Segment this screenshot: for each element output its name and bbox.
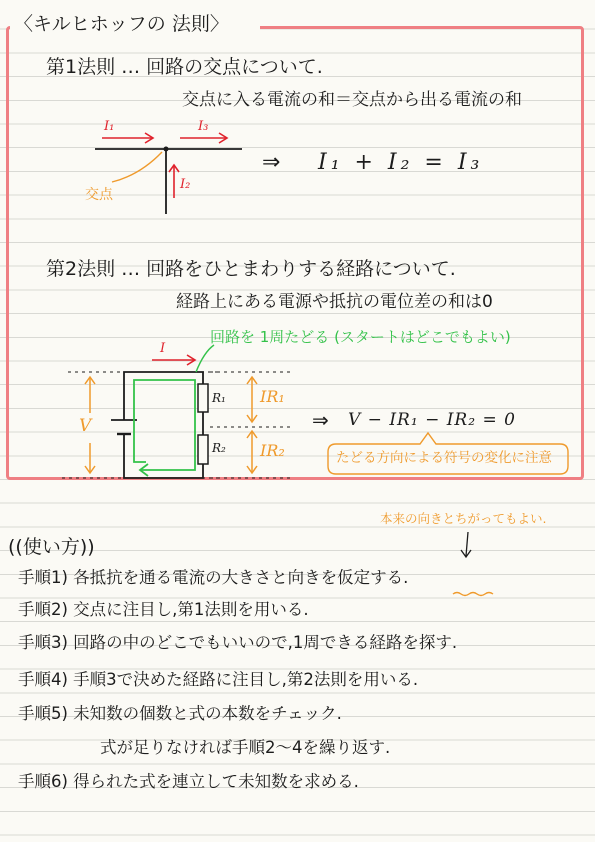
label-ir2: IR₂ [260,441,285,460]
law1-equation: I₁ + I₂ = I₃ [318,150,484,175]
law1-implies-arrow: ⇒ [262,150,281,175]
step-2: 手順2) 交点に注目し,第1法則を用いる. [18,600,309,619]
step-5: 手順5) 未知数の個数と式の本数をチェック. [18,704,342,723]
label-i1: I₁ [104,119,115,134]
law1-heading: 第1法則 … 回路の交点について. [46,56,323,78]
label-i2: I₂ [180,177,191,192]
label-voltage: V [79,416,92,436]
step-3: 手順3) 回路の中のどこでもいいので,1周できる経路を探す. [18,633,458,652]
junction-pointer [112,152,162,182]
law2-implies-arrow: ⇒ [312,408,329,432]
circuit-diagram [62,345,292,478]
assume-underline [453,593,493,596]
law2-equation: V − IR₁ − IR₂ = 0 [348,410,516,430]
label-ir1: IR₁ [260,387,285,406]
circuit-wire-bottom [124,434,203,478]
sign-note: たどる方向による符号の変化に注意 [336,450,552,466]
label-junction: 交点 [85,187,113,203]
label-r1: R₁ [212,391,226,405]
usage-heading: ((使い方)) [8,536,95,558]
law2-heading: 第2法則 … 回路をひとまわりする経路について. [46,258,456,280]
page-title: 〈キルヒホッフの 法則〉 [14,13,229,35]
law1-statement: 交点に入る電流の和＝交点から出る電流の和 [182,90,522,110]
step-5-continued: 式が足りなければ手順2～4を繰り返す. [100,738,391,757]
note-pointer [466,532,468,556]
loop-path [134,380,195,470]
usage-side-note: 本来の向きとちがってもよい. [380,511,547,526]
step-1: 手順1) 各抵抗を通る電流の大きさと向きを仮定する. [18,568,409,587]
loop-note: 回路を 1周たどる (スタートはどこでもよい) [210,328,511,346]
junction-dot [164,147,169,152]
label-current: I [160,341,166,356]
law2-statement: 経路上にある電源や抵抗の電位差の和は0 [176,292,493,312]
resistor-r2 [198,435,208,464]
junction-diagram [95,133,242,214]
label-r2: R₂ [212,441,226,455]
step-6: 手順6) 得られた式を連立して未知数を求める. [18,772,359,791]
label-i3: I₃ [198,119,209,134]
step-4: 手順4) 手順3で決めた経路に注目し,第2法則を用いる. [18,670,419,689]
resistor-r1 [198,384,208,412]
